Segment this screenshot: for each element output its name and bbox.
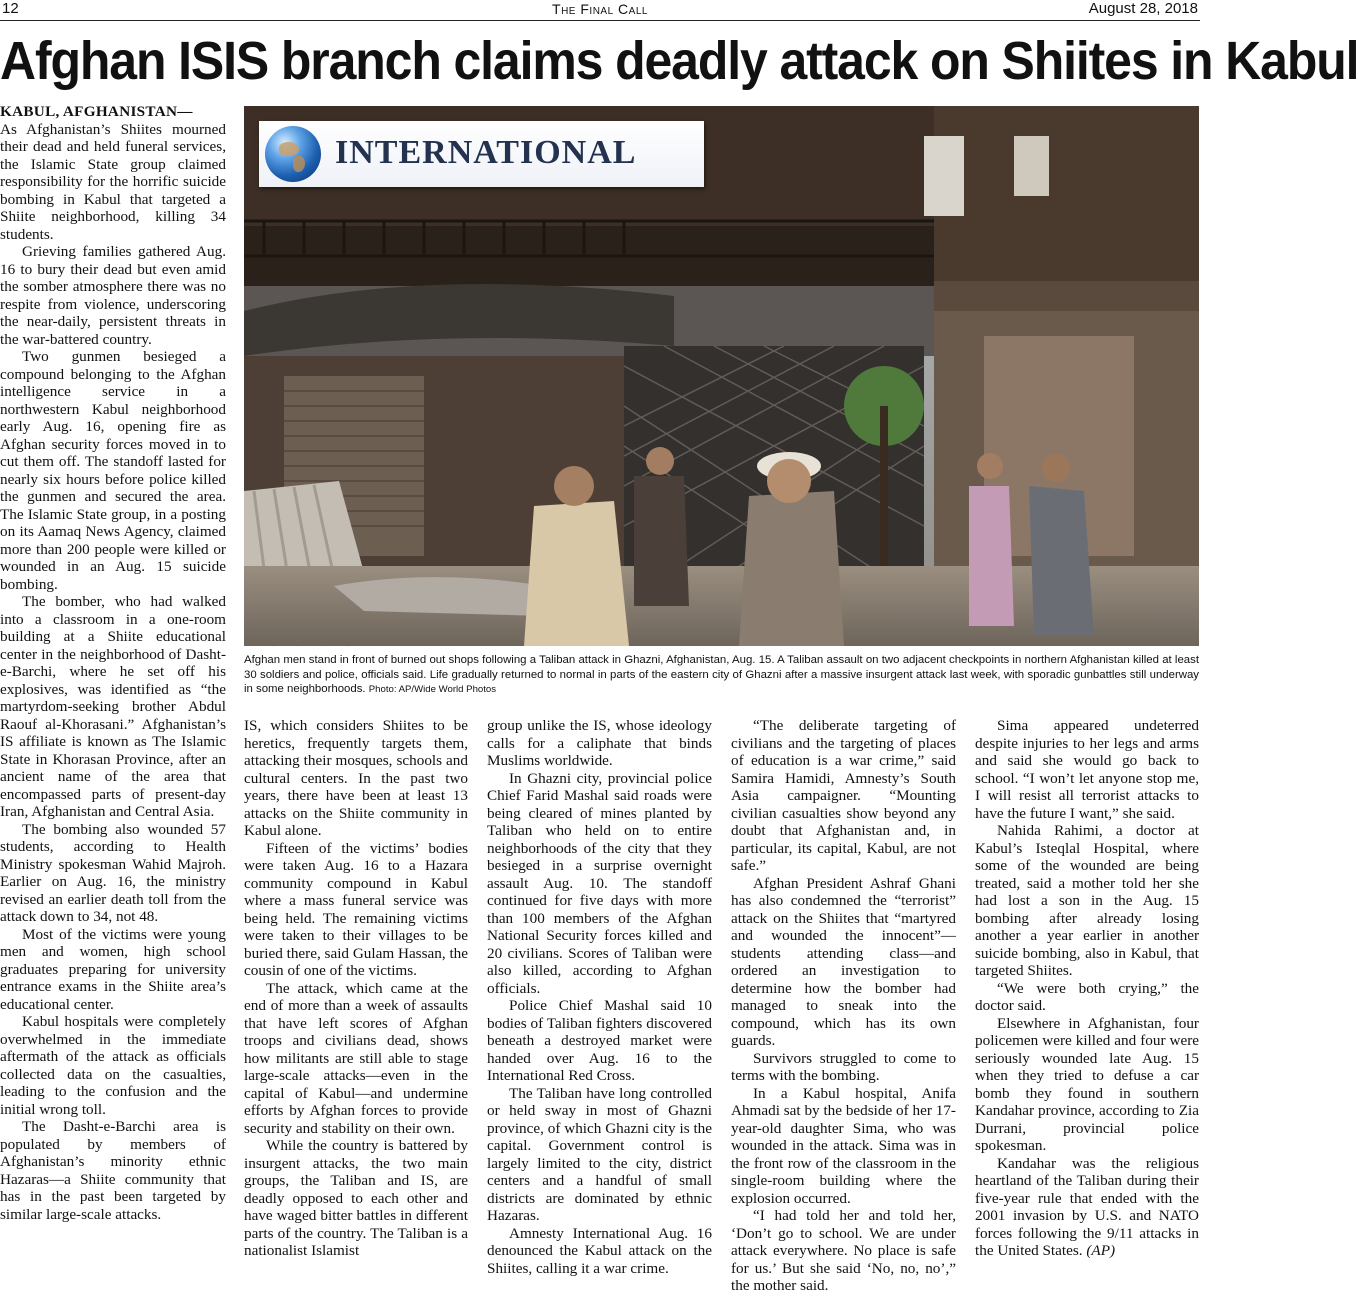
photo-credit: Photo: AP/Wide World Photos — [368, 684, 497, 696]
paragraph: Most of the victims were young men and women, high school graduates preparing for university entrance exams in the Shiite area’s educational center. — [0, 925, 226, 1013]
burned-shops-photo-illustration — [244, 106, 1199, 646]
paragraph: Two gunmen besieged a compound belonging to the Afghan intelligence service in a northwestern Kabul neighborhood early Aug. 16, opening fire as Afghan security forces moved in to cut them off. The standoff lasted for nearly six hours before police killed the gunmen and secured the area. The Islamic State group, in a posting on its Aamaq News Agency, claimed more than 200 people were killed or wounded in an Aug. 15 suicide bombing. — [0, 348, 226, 593]
paragraph: Sima appeared undeterred despite injuries to her legs and arms and said she would go back to school. “I won’t let anyone stop me, I will resist all terrorist attacks to have the future I want,” she said. — [975, 717, 1199, 822]
paragraph: Afghan President Ashraf Ghani has also condemned the “terrorist” attack on the Shiites that “martyred and wounded the innocent”—students attending class—and ordered an investigation to determine how the bomber had managed to sneak into the compound, which has its own guards. — [731, 874, 956, 1049]
byline: (AP) — [1086, 1242, 1116, 1259]
article-column-5 — [975, 717, 1199, 1298]
page-number: 12 — [2, 0, 19, 17]
paper-name: The Final Call — [552, 1, 648, 17]
issue-date: August 28, 2018 — [1088, 0, 1198, 17]
caption-text: Afghan men stand in front of burned out shops following a Taliban attack in Ghazni, Afghanistan, Aug. 15. A Taliban assault on two adjacent checkpoints in northern Afghanistan killed at least 30 soldiers and police, officials said. Life gradually returned to normal in parts of the eastern city of Ghazni after a massive insurgent attack last week, with sporadic gunbattles still underway in some neighborhoods. — [244, 654, 1199, 696]
page-header — [0, 0, 1200, 21]
article-column-3 — [487, 717, 712, 1298]
paragraph: Survivors struggled to come to terms with the bombing. — [731, 1049, 956, 1084]
article-column-1 — [0, 103, 226, 1298]
article-column-2 — [244, 717, 468, 1298]
paragraph: Kabul hospitals were completely overwhelmed in the immediate aftermath of the attack as officials collected data on the casualties, leading to the confusion and the initial wrong toll. — [0, 1013, 226, 1118]
paragraph: Police Chief Mashal said 10 bodies of Taliban fighters discovered beneath a destroyed market were handed over Aug. 16 to the International Red Cross. — [487, 997, 712, 1084]
news-photo — [244, 106, 1199, 646]
article-column-4 — [731, 717, 956, 1298]
paragraph: The Dasht-e-Barchi area is populated by members of Afghanistan’s minority ethnic Hazaras—a Shiite community that has in the past been targeted by similar large-scale attacks. — [0, 1118, 226, 1223]
paragraph: “The deliberate targeting of civilians and the targeting of places of education is a war crime,” said Samira Hamidi, Amnesty’s South Asia campaigner. “Mounting civilian casualties show beyond any doubt that Afghanistan and, in particular, its capital, Kabul, are not safe.” — [731, 717, 956, 874]
final-paragraph — [975, 1155, 1199, 1260]
paragraph: Amnesty International Aug. 16 denounced the Kabul attack on the Shiites, calling it a war crime. — [487, 1224, 712, 1277]
section-badge — [259, 121, 704, 187]
section-label: INTERNATIONAL — [335, 134, 637, 171]
paragraph: As Afghanistan’s Shiites mourned their dead and held funeral services, the Islamic State group claimed responsibility for the horrific suicide bombing in Kabul that targeted a Shiite neighborhood, killing 34 students. — [0, 120, 226, 243]
paragraph: In Ghazni city, provincial police Chief Farid Mashal said roads were being cleared of mines planted by Taliban who held on to entire neighborhoods of the city that they besieged in a surprise overnight assault Aug. 10. The standoff continued for five days with more than 100 members of the Afghan National Security forces killed and 20 civilians. Scores of Taliban were also killed, according to Afghan officials. — [487, 769, 712, 997]
paragraph: “I had told her and told her, ‘Don’t go to school. We are under attack everywhere. No place is safe for us.’ But she said ‘No, no, no’,” the mother said. — [731, 1207, 956, 1294]
paragraph: The Taliban have long controlled or held sway in most of Ghazni province, of which Ghazni city is the capital. Government control is largely limited to the city, district centers and a handful of small districts are dominated by ethnic Hazaras. — [487, 1084, 712, 1224]
paragraph: group unlike the IS, whose ideology calls for a caliphate that binds Muslims worldwide. — [487, 717, 712, 769]
paragraph: Nahida Rahimi, a doctor at Kabul’s Isteqlal Hospital, where some of the wounded are being treated, said a mother told her she had lost a son in the Aug. 15 bombing after already losing another a year earlier in another suicide bombing, also in Kabul, that targeted Shiites. — [975, 822, 1199, 979]
paragraph: The attack, which came at the end of more than a week of assaults that have left scores of Afghan troops and civilians dead, shows how militants are still able to stage large-scale attacks—even in the capital of Kabul—and undermine efforts by Afghan forces to provide security and stability on their own. — [244, 979, 468, 1137]
headline: Afghan ISIS branch claims deadly attack on Shiites in Kabul — [0, 31, 1358, 91]
paragraph: IS, which considers Shiites to be heretics, frequently targets them, attacking their mosques, schools and cultural centers. In the past two years, there have been at least 13 attacks on the Shiite community in Kabul alone. — [244, 717, 468, 839]
paragraph: “We were both crying,” the doctor said. — [975, 979, 1199, 1014]
paragraph: In a Kabul hospital, Anifa Ahmadi sat by the bedside of her 17-year-old daughter Sima, who was wounded in the attack. Sima was in the front row of the classroom in the single-room building where the explosion occurred. — [731, 1084, 956, 1207]
dateline: KABUL, AFGHANISTAN— — [0, 103, 193, 120]
paragraph: The bombing also wounded 57 students, according to Health Ministry spokesman Wahid Majroh. Earlier on Aug. 16, the ministry revised an earlier death toll from the attack down to 34, not 48. — [0, 820, 226, 925]
lead-paragraph — [0, 103, 226, 243]
photo-caption — [244, 653, 1199, 698]
paragraph: Elsewhere in Afghanistan, four policemen were killed and four were seriously wounded late Aug. 15 when they tried to defuse a car bomb they found in southern Kandahar province, according to Zia Durrani, provincial police spokesman. — [975, 1014, 1199, 1154]
paragraph-text: Kandahar was the religious heartland of the Taliban during their five-year rule that ended with the 2001 invasion by U.S. and NATO forces following the 9/11 attacks in the United States. — [975, 1154, 1199, 1259]
paragraph: The bomber, who had walked into a classroom in a one-room building at a Shiite educational center in the neighborhood of Dasht-e-Barchi, where he set off his explosives, was identified as “the martyrdom-seeking brother Abdul Raouf al-Khorasani.” Afghanistan’s IS affiliate is known as The Islamic State in Khorasan Province, after an ancient name of the area that encompassed parts of present-day Iran, Afghanistan and Central Asia. — [0, 593, 226, 820]
paragraph: While the country is battered by insurgent attacks, the two main groups, the Taliban and IS, are deadly opposed to each other and have waged bitter battles in different parts of the country. The Taliban is a nationalist Islamist — [244, 1137, 468, 1259]
paragraph: Grieving families gathered Aug. 16 to bury their dead but even amid the somber atmosphere there was no respite from violence, underscoring the near-daily, persistent threats in the war-battered country. — [0, 243, 226, 348]
paragraph: Fifteen of the victims’ bodies were taken Aug. 16 to a Hazara community compound in Kabul where a mass funeral service was being held. The remaining victims were taken to their villages to be buried there, said Gulam Hassan, the cousin of one of the victims. — [244, 839, 468, 979]
globe-icon — [265, 126, 321, 182]
